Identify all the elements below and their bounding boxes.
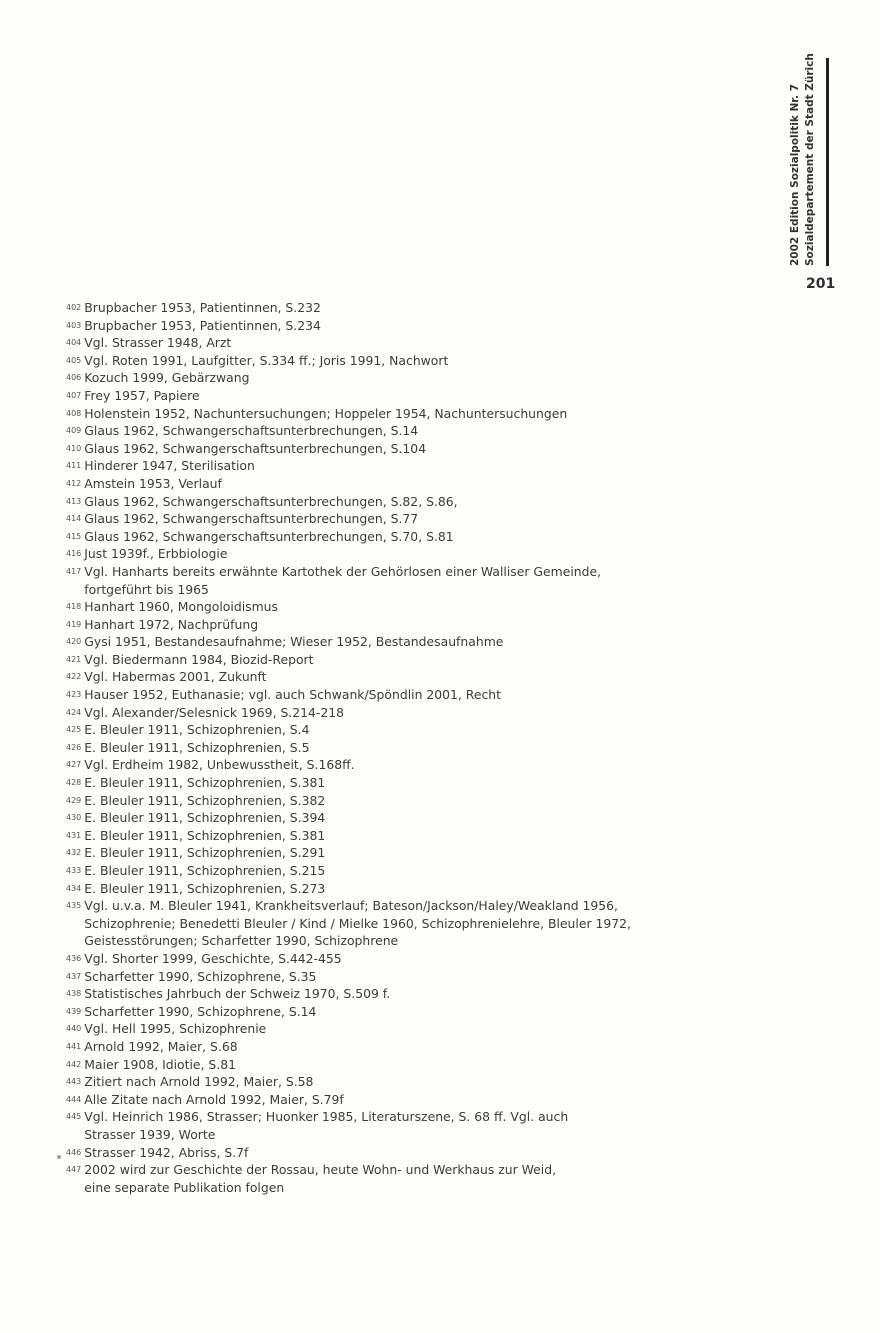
endnote-item <box>66 880 666 898</box>
endnote-text: Hanhart 1972, Nachprüfung <box>84 616 259 632</box>
endnote-number: 403 <box>66 320 82 330</box>
endnote-item <box>66 528 666 546</box>
endnote-number: 409 <box>66 426 82 436</box>
endnote-number: 444 <box>66 1094 82 1104</box>
endnote-number: 416 <box>66 549 82 559</box>
endnote-item <box>66 545 666 563</box>
endnote-number: 423 <box>66 690 82 700</box>
endnote-item <box>66 1056 666 1074</box>
endnote-text: Glaus 1962, Schwangerschaftsunterbrechungen, S.14 <box>84 423 419 439</box>
endnote-number: 412 <box>66 478 82 488</box>
endnote-item <box>66 704 666 722</box>
endnote-text: Zitiert nach Arnold 1992, Maier, S.58 <box>84 1074 314 1090</box>
endnote-item <box>66 950 666 968</box>
endnote-number: 406 <box>66 373 82 383</box>
endnote-text: Strasser 1942, Abriss, S.7f <box>84 1144 249 1160</box>
endnote-item <box>66 844 666 862</box>
endnote-item <box>66 1003 666 1021</box>
endnote-number: 446 <box>66 1147 82 1157</box>
endnote-item <box>66 1091 666 1109</box>
endnote-number: 427 <box>66 760 82 770</box>
endnote-text: Holenstein 1952, Nachuntersuchungen; Hoppeler 1954, Nachuntersuchungen <box>84 405 568 421</box>
page-number: 201 <box>806 276 836 292</box>
endnote-item <box>66 493 666 511</box>
endnote-text: Glaus 1962, Schwangerschaftsunterbrechungen, S.77 <box>84 511 419 527</box>
endnote-number: 414 <box>66 514 82 524</box>
endnote-number: 442 <box>66 1059 82 1069</box>
endnote-text: Frey 1957, Papiere <box>84 387 200 403</box>
endnote-item <box>66 897 666 950</box>
endnote-number: 424 <box>66 707 82 717</box>
endnote-number: 441 <box>66 1041 82 1051</box>
endnote-item <box>66 968 666 986</box>
endnote-text: Arnold 1992, Maier, S.68 <box>84 1038 238 1054</box>
endnote-number: 407 <box>66 390 82 400</box>
endnote-number: 440 <box>66 1024 82 1034</box>
endnote-number: 434 <box>66 883 82 893</box>
endnote-number: 445 <box>66 1112 82 1122</box>
endnote-number: 402 <box>66 303 82 312</box>
endnote-text: Vgl. u.v.a. M. Bleuler 1941, Krankheitsverlauf; Bateson/Jackson/Haley/Weakland 1956, Schizophrenie; Benedetti Bleuler / Kind / Mielke 1960, Schizophrenielehre, Bleuler 1972, Geistesstörungen; Scharfetter 1990, Schizophrene <box>84 898 631 949</box>
endnote-item <box>66 387 666 405</box>
endnote-text: Alle Zitate nach Arnold 1992, Maier, S.79f <box>84 1091 344 1107</box>
endnote-number: 438 <box>66 989 82 999</box>
endnote-item <box>66 651 666 669</box>
endnote-item <box>66 563 666 598</box>
endnote-number: 421 <box>66 654 82 664</box>
running-header <box>788 53 828 266</box>
endnote-item <box>66 686 666 704</box>
endnote-text: Vgl. Biedermann 1984, Biozid-Report <box>84 651 314 667</box>
endnote-item <box>66 668 666 686</box>
endnote-number: 426 <box>66 742 82 752</box>
endnote-item <box>66 299 666 317</box>
endnote-number: 419 <box>66 619 82 629</box>
endnote-text: Glaus 1962, Schwangerschaftsunterbrechungen, S.70, S.81 <box>84 528 454 544</box>
endnote-text: Maier 1908, Idiotie, S.81 <box>84 1056 236 1072</box>
endnote-text: Vgl. Shorter 1999, Geschichte, S.442-455 <box>84 950 342 966</box>
endnote-text: Glaus 1962, Schwangerschaftsunterbrechungen, S.82, S.86, <box>84 493 458 509</box>
endnote-item <box>66 756 666 774</box>
endnote-item <box>66 510 666 528</box>
endnote-item <box>66 598 666 616</box>
endnote-text: E. Bleuler 1911, Schizophrenien, S.394 <box>84 810 326 826</box>
endnote-number: 418 <box>66 602 82 612</box>
endnote-text: E. Bleuler 1911, Schizophrenien, S.381 <box>84 775 326 791</box>
endnote-number: 417 <box>66 566 82 576</box>
endnote-text: Vgl. Hell 1995, Schizophrenie <box>84 1021 267 1037</box>
endnote-item <box>66 405 666 423</box>
endnote-item <box>66 317 666 335</box>
endnote-number: 439 <box>66 1006 82 1016</box>
endnote-text: Scharfetter 1990, Schizophrene, S.35 <box>84 968 317 984</box>
running-header-text <box>788 53 824 266</box>
endnote-item <box>66 1144 666 1162</box>
endnote-item <box>66 862 666 880</box>
endnote-text: Statistisches Jahrbuch der Schweiz 1970, S.509 f. <box>84 986 391 1002</box>
endnote-number: 413 <box>66 496 82 506</box>
endnote-item <box>66 1161 666 1196</box>
endnote-number: 410 <box>66 443 82 453</box>
endnote-item <box>66 352 666 370</box>
endnote-number: 405 <box>66 355 82 365</box>
endnote-text: Amstein 1953, Verlauf <box>84 475 222 491</box>
endnote-text: E. Bleuler 1911, Schizophrenien, S.273 <box>84 880 326 896</box>
endnote-text: Brupbacher 1953, Patientinnen, S.234 <box>84 317 321 333</box>
endnote-item <box>66 809 666 827</box>
endnote-text: E. Bleuler 1911, Schizophrenien, S.291 <box>84 845 326 861</box>
endnote-text: Scharfetter 1990, Schizophrene, S.14 <box>84 1003 317 1019</box>
endnote-text: Vgl. Heinrich 1986, Strasser; Huonker 1985, Literaturszene, S. 68 ff. Vgl. auch Strasser 1939, Worte <box>84 1109 569 1142</box>
endnote-item <box>66 616 666 634</box>
endnote-text: E. Bleuler 1911, Schizophrenien, S.5 <box>84 739 310 755</box>
endnote-text: Hinderer 1947, Sterilisation <box>84 458 255 474</box>
endnote-item <box>66 792 666 810</box>
endnotes-list <box>66 299 666 1196</box>
endnote-number: 447 <box>66 1165 82 1175</box>
endnote-text: Gysi 1951, Bestandesaufnahme; Wieser 1952, Bestandesaufnahme <box>84 634 504 650</box>
endnote-text: Vgl. Roten 1991, Laufgitter, S.334 ff.; Joris 1991, Nachwort <box>84 352 449 368</box>
endnote-number: 437 <box>66 971 82 981</box>
endnote-item <box>66 334 666 352</box>
endnote-item <box>66 827 666 845</box>
endnote-item <box>66 1073 666 1091</box>
endnote-number: 420 <box>66 637 82 647</box>
endnote-text: Hauser 1952, Euthanasie; vgl. auch Schwank/Spöndlin 2001, Recht <box>84 687 501 703</box>
endnote-number: 432 <box>66 848 82 858</box>
endnote-number: 431 <box>66 830 82 840</box>
endnote-item <box>66 739 666 757</box>
endnote-text: Brupbacher 1953, Patientinnen, S.232 <box>84 300 321 315</box>
endnote-item <box>66 457 666 475</box>
endnote-item <box>66 774 666 792</box>
endnote-text: Vgl. Habermas 2001, Zukunft <box>84 669 267 685</box>
endnote-number: 443 <box>66 1077 82 1087</box>
endnote-item <box>66 1020 666 1038</box>
header-edition: 2002 Edition Sozialpolitik Nr. 7 <box>789 84 801 266</box>
endnote-number: 404 <box>66 338 82 348</box>
endnote-number: 422 <box>66 672 82 682</box>
margin-mark <box>57 1155 61 1159</box>
endnote-item <box>66 422 666 440</box>
endnote-text: Kozuch 1999, Gebärzwang <box>84 370 250 386</box>
endnote-text: Glaus 1962, Schwangerschaftsunterbrechungen, S.104 <box>84 440 427 456</box>
endnote-number: 429 <box>66 795 82 805</box>
endnote-text: E. Bleuler 1911, Schizophrenien, S.4 <box>84 722 310 738</box>
endnote-text: E. Bleuler 1911, Schizophrenien, S.215 <box>84 863 326 878</box>
endnote-text: Vgl. Hanharts bereits erwähnte Kartothek der Gehörlosen einer Walliser Gemeinde, fortgeführt bis 1965 <box>84 563 602 597</box>
endnote-item <box>66 475 666 493</box>
header-rule <box>826 58 829 266</box>
endnote-text: 2002 wird zur Geschichte der Rossau, heute Wohn- und Werkhaus zur Weid, eine separate Publikation folgen <box>84 1162 557 1195</box>
endnote-number: 428 <box>66 778 82 788</box>
endnote-text: E. Bleuler 1911, Schizophrenien, S.381 <box>84 827 326 843</box>
endnote-item <box>66 440 666 458</box>
endnote-item <box>66 1108 666 1143</box>
endnote-text: Vgl. Alexander/Selesnick 1969, S.214-218 <box>84 704 345 720</box>
endnote-item <box>66 721 666 739</box>
endnote-item <box>66 633 666 651</box>
endnote-number: 436 <box>66 953 82 963</box>
endnote-text: Vgl. Erdheim 1982, Unbewusstheit, S.168ff. <box>84 757 355 773</box>
endnote-text: E. Bleuler 1911, Schizophrenien, S.382 <box>84 792 326 808</box>
endnote-number: 435 <box>66 901 82 911</box>
endnote-number: 408 <box>66 408 82 418</box>
endnote-text: Just 1939f., Erbbiologie <box>84 546 228 562</box>
header-department: Sozialdepartement der Stadt Zürich <box>804 53 816 266</box>
endnote-item <box>66 369 666 387</box>
endnote-number: 411 <box>66 461 82 471</box>
endnote-item <box>66 985 666 1003</box>
endnote-number: 415 <box>66 531 82 541</box>
endnote-text: Vgl. Strasser 1948, Arzt <box>84 335 232 351</box>
endnote-text: Hanhart 1960, Mongoloidismus <box>84 599 278 615</box>
endnote-number: 430 <box>66 813 82 823</box>
endnote-item <box>66 1038 666 1056</box>
endnote-number: 425 <box>66 725 82 735</box>
endnote-number: 433 <box>66 866 82 875</box>
